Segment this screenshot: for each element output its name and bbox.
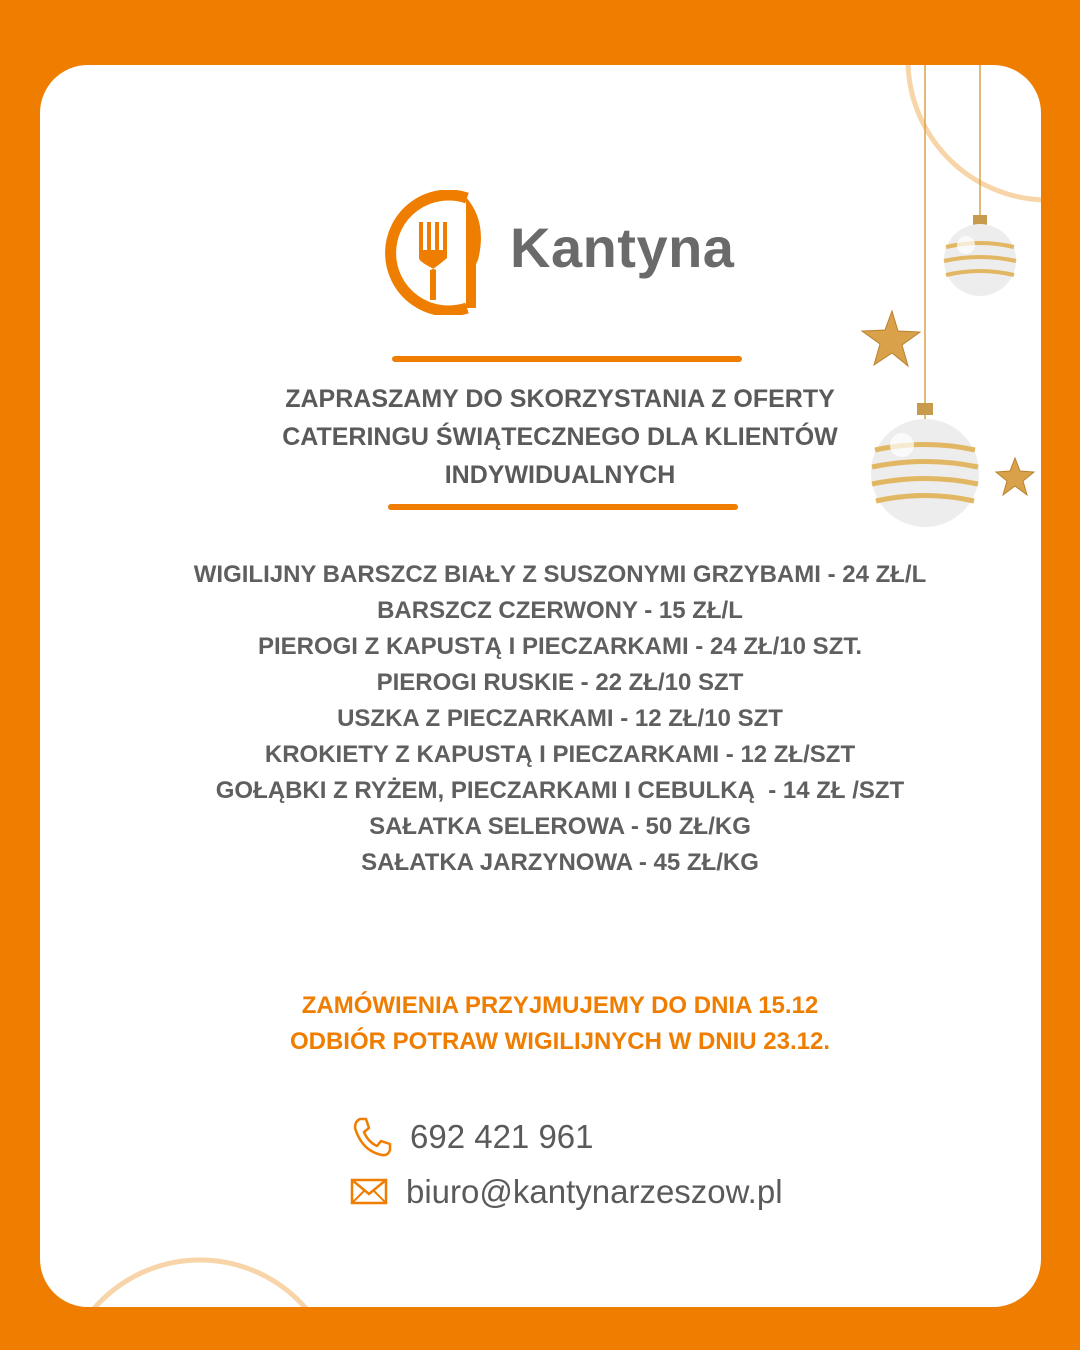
divider-bottom bbox=[388, 504, 738, 510]
order-notice bbox=[150, 988, 970, 1060]
brand-name: Kantyna bbox=[510, 216, 735, 279]
bauble-small-icon bbox=[944, 215, 1016, 296]
menu-item: GOŁĄBKI Z RYŻEM, PIECZARKAMI I CEBULKĄ - 14 ZŁ /SZT bbox=[215, 777, 905, 804]
menu-item: USZKA Z PIECZARKAMI - 12 ZŁ/10 SZT bbox=[337, 705, 783, 732]
menu-item: PIEROGI Z KAPUSTĄ I PIECZARKAMI - 24 ZŁ/10 SZT. bbox=[257, 633, 863, 660]
intro-text bbox=[200, 380, 920, 494]
order-deadline: ZAMÓWIENIA PRZYJMUJEMY DO DNIA 15.12 bbox=[301, 992, 819, 1019]
contact-email[interactable] bbox=[350, 1173, 783, 1211]
contact-phone[interactable] bbox=[350, 1115, 594, 1159]
menu-item: KROKIETY Z KAPUSTĄ I PIECZARKAMI - 12 ZŁ/SZT bbox=[264, 741, 856, 768]
phone-number[interactable]: 692 421 961 bbox=[410, 1118, 594, 1155]
phone-icon bbox=[350, 1115, 394, 1159]
menu-list bbox=[100, 557, 1020, 881]
corner-arc-bottom bbox=[60, 1260, 340, 1307]
menu-item: SAŁATKA SELEROWA - 50 ZŁ/KG bbox=[369, 813, 751, 840]
envelope-icon bbox=[350, 1177, 388, 1207]
intro-line: INDYWIDUALNYCH bbox=[444, 461, 676, 489]
menu-item: BARSZCZ CZERWONY - 15 ZŁ/L bbox=[377, 597, 743, 624]
menu-item: PIEROGI RUSKIE - 22 ZŁ/10 SZT bbox=[376, 669, 744, 696]
email-address[interactable]: biuro@kantynarzeszow.pl bbox=[406, 1173, 783, 1210]
pickup-date: ODBIÓR POTRAW WIGILIJNYCH W DNIU 23.12. bbox=[289, 1028, 831, 1055]
corner-arc-top bbox=[908, 65, 1041, 200]
star-icon bbox=[862, 311, 920, 366]
intro-line: CATERINGU ŚWIĄTECZNEGO DLA KLIENTÓW bbox=[282, 423, 838, 451]
divider-top bbox=[392, 356, 742, 362]
star-icon bbox=[996, 458, 1034, 495]
menu-item: SAŁATKA JARZYNOWA - 45 ZŁ/KG bbox=[361, 849, 759, 876]
fork-knife-plate-icon bbox=[391, 195, 481, 311]
intro-line: ZAPRASZAMY DO SKORZYSTANIA Z OFERTY bbox=[285, 385, 835, 413]
menu-item: WIGILIJNY BARSZCZ BIAŁY Z SUSZONYMI GRZYBAMI - 24 ZŁ/L bbox=[193, 561, 927, 588]
